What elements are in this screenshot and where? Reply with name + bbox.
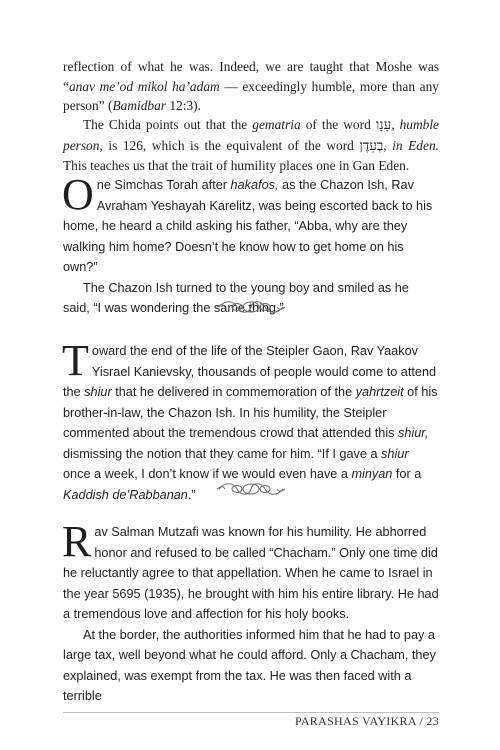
story-paragraph <box>62 170 439 278</box>
text-run: once a week, I don’t know if we would even have a <box>63 467 352 481</box>
text-run: .” <box>187 487 196 502</box>
term: shiur <box>381 446 409 461</box>
translation: humble person, <box>63 117 439 153</box>
story-paragraph: At the border, the authorities informed him that he had to pay a large tax, well beyond what he could afford. Only a Chacham, they explained, was exempt from the tax. He was then faced with a terrible <box>63 627 436 703</box>
text-run: as the Chazon Ish, Rav Avraham Yeshayah Karelitz, was being escorted back to his home, he heard a child asking his father, “Abba, why are they walking him home? Doesn’t he know how to get home on his own?” <box>63 178 433 274</box>
story-paragraph <box>62 517 439 625</box>
text-run: , <box>383 137 393 153</box>
text-run: for a <box>392 467 422 481</box>
text-run: reflection of what he was. Indeed, we are taught that Moshe was “ <box>63 59 439 94</box>
hebrew-word-anav: עָנָו <box>375 118 392 133</box>
text-run: is 126, which is the equivalent of the word <box>102 137 360 153</box>
source-citation: Bamidbar <box>112 98 167 113</box>
text-run: This teaches us that the trait of humility places one in Gan Eden. <box>63 158 410 173</box>
drop-cap: O <box>62 170 94 219</box>
text-run: , <box>391 117 400 132</box>
term: yahrtzeit <box>355 385 404 399</box>
term-gematria: gematria <box>252 117 301 132</box>
drop-cap: R <box>62 517 92 566</box>
text-run: oward the end of the life of the Steipler Gaon, Rav Yaakov Yisrael Kanievsky, thousands of people would come to attend the <box>63 344 437 399</box>
text-run: ne Simchas Torah after <box>96 178 231 192</box>
text-run: of his brother-in-law, the Chazon Ish. In his humility, the Steipler commented about the tremendous crowd that attended this <box>63 385 438 440</box>
text-run: — exceedingly humble, more than any person” ( <box>63 78 439 113</box>
story-paragraph: The Chazon Ish turned to the young boy and smiled as he said, “I was wondering the same thing.” <box>63 280 409 315</box>
text-run: av Salman Mutzafi was known for his humility. He abhorred honor and refused to be called “Chacham.” Only one time did he reluctantly agree to that appellation. When he came to Israel in the year 5695 (1935), he brought with him his entire library. He had a tremendous love and affection for his holy books. <box>63 525 439 621</box>
text-run: The Chida points out that the <box>83 117 253 132</box>
text-run: of the word <box>300 117 376 132</box>
term: shiur <box>84 385 112 399</box>
opening-paragraph <box>63 57 439 116</box>
text-run: 12:3). <box>166 98 201 113</box>
term: shiur, <box>398 426 429 440</box>
translation: in Eden. <box>392 137 439 153</box>
section-divider-ornament <box>215 296 287 318</box>
text-run: that he delivered in commemoration of the <box>111 385 356 399</box>
story-salman-mutzafi <box>62 517 439 707</box>
hebrew-word-beeden: בְעֵדֶן <box>359 138 384 154</box>
drop-cap: T <box>62 336 89 385</box>
term: Kaddish de’Rabbanan <box>63 487 188 502</box>
transliteration: anav me’od mikol ha’adam <box>68 78 220 94</box>
section-divider-ornament <box>215 478 287 500</box>
text-run: dismissing the notion that they came for him. “If I gave a <box>63 446 382 461</box>
term: minyan <box>351 467 393 481</box>
term: hakafos, <box>230 178 279 192</box>
chida-paragraph <box>63 115 439 176</box>
footer-rule <box>63 712 439 713</box>
running-footer: PARASHAS VAYIKRA / 23 <box>294 714 439 728</box>
